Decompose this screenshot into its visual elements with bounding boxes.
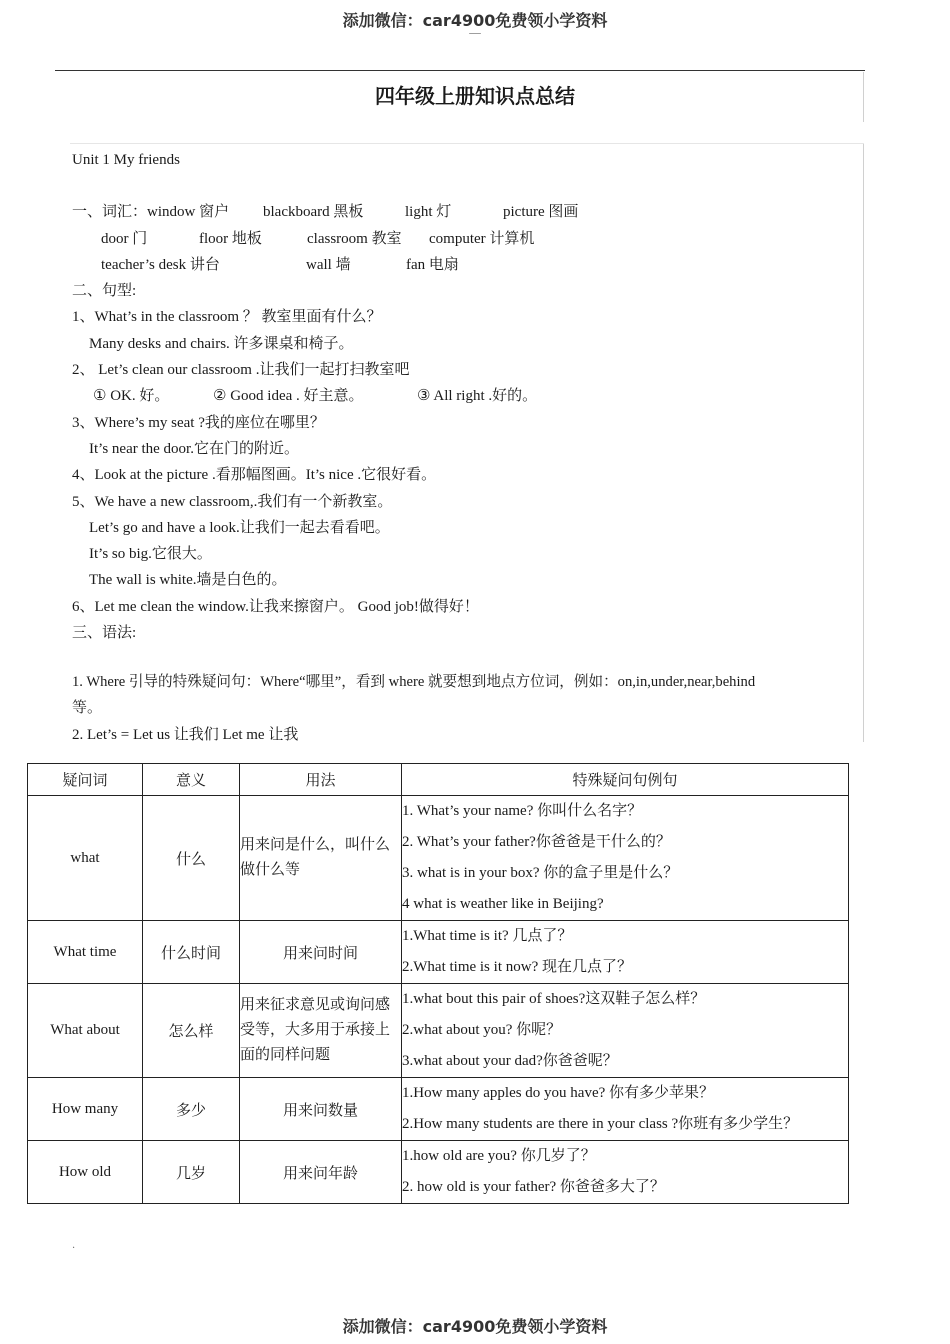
page-title: 四年级上册知识点总结	[375, 84, 575, 108]
vocab-row-3	[101, 253, 459, 274]
header-rule	[55, 70, 865, 71]
example-sentence: 1.what bout this pair of shoes?这双鞋子怎么样？	[402, 991, 706, 1007]
cell-meaning: 什么	[143, 796, 240, 921]
watermark-top: 添加微信：car4900免费领小学资料	[342, 11, 608, 30]
example-sentence: 2.what about you? 你呢？	[402, 1022, 562, 1038]
example-sentence: 1.How many apples do you have? 你有多少苹果？	[402, 1085, 715, 1101]
example-sentence: 2. how old is your father? 你爸爸多大了？	[402, 1179, 665, 1195]
example-sentence: 2. What’s your father?你爸爸是干什么的？	[402, 834, 671, 850]
section-rule	[70, 143, 864, 144]
sentence-5-a: Let’s go and have a look.让我们一起去看看吧。	[89, 520, 390, 536]
cell-meaning: 多少	[143, 1078, 240, 1141]
cell-word: How many	[28, 1078, 143, 1141]
vocab-item: teacher’s desk 讲台	[101, 257, 220, 273]
header-usage: 用法	[240, 764, 402, 796]
sentence-5-c: The wall is white.墙是白色的。	[89, 572, 287, 588]
vocab-item: wall 墙	[306, 257, 351, 273]
example-sentence: 4 what is weather like in Beijing?	[402, 896, 604, 912]
cell-word: What about	[28, 984, 143, 1078]
table-row	[28, 921, 849, 984]
cell-meaning: 几岁	[143, 1141, 240, 1204]
cell-usage: 用来问是什么，叫什么做什么等	[240, 796, 402, 921]
vocab-item: floor 地板	[199, 231, 262, 247]
sentence-5-b: It’s so big.它很大。	[89, 546, 212, 562]
vocab-item: light 灯	[405, 204, 452, 220]
header-examples: 特殊疑问句例句	[402, 764, 849, 796]
table-row	[28, 984, 849, 1078]
example-sentence: 2.What time is it now? 现在几点了？	[402, 959, 632, 975]
example-sentence: 1.how old are you? 你几岁了？	[402, 1148, 596, 1164]
sentence-5: 5、We have a new classroom,.我们有一个新教室。	[72, 494, 393, 510]
vocab-row-1	[72, 200, 578, 221]
vocab-item: picture 图画	[503, 204, 579, 220]
cell-usage: 用来征求意见或询问感受等，大多用于承接上面的同样问题	[240, 984, 402, 1078]
sentence-4: 4、Look at the picture .看那幅图画。It’s nice .它很好看。	[72, 467, 437, 483]
table-row	[28, 1078, 849, 1141]
cell-examples	[402, 796, 849, 921]
vocab-item: window 窗户	[147, 204, 230, 220]
vocab-row-2	[101, 227, 534, 248]
cell-word: what	[28, 796, 143, 921]
watermark-bottom: 添加微信：car4900免费领小学资料	[342, 1317, 608, 1336]
cell-meaning: 什么时间	[143, 921, 240, 984]
grammar-point-1-cont: 等。	[72, 700, 103, 716]
page-dot-mark: .	[72, 1240, 76, 1251]
header-meaning: 意义	[143, 764, 240, 796]
answer-option: ② Good idea . 好主意。	[213, 388, 364, 404]
answer-option: ① OK. 好。	[93, 388, 170, 404]
question-word-table	[27, 763, 849, 1204]
page-edge-line-2	[863, 144, 864, 742]
cell-meaning: 怎么样	[143, 984, 240, 1078]
cell-examples	[402, 984, 849, 1078]
example-sentence: 1.What time is it? 几点了？	[402, 928, 573, 944]
cell-examples	[402, 1141, 849, 1204]
example-sentence: 3.what about your dad?你爸爸呢？	[402, 1053, 618, 1069]
grammar-point-2: 2. Let’s = Let us 让我们 Let me 让我	[72, 727, 299, 743]
table-header-row	[28, 764, 849, 796]
sentence-3-answer: It’s near the door.它在门的附近。	[89, 441, 299, 457]
sentence-2: 2、 Let’s clean our classroom .让我们一起打扫教室吧	[72, 362, 410, 378]
grammar-heading: 三、语法:	[72, 625, 137, 641]
example-sentence: 1. What’s your name? 你叫什么名字？	[402, 803, 643, 819]
cell-usage: 用来问数量	[240, 1078, 402, 1141]
cell-examples	[402, 1078, 849, 1141]
cell-usage: 用来问年龄	[240, 1141, 402, 1204]
vocab-item: blackboard 黑板	[263, 204, 364, 220]
example-sentence: 3. what is in your box? 你的盒子里是什么？	[402, 865, 679, 881]
sentences-heading: 二、句型:	[72, 283, 137, 299]
sentence-1: 1、What’s in the classroom ？ 教室里面有什么？	[72, 309, 382, 325]
table-row	[28, 796, 849, 921]
header-faint-text: —	[468, 26, 482, 41]
cell-usage: 用来问时间	[240, 921, 402, 984]
vocab-item: fan 电扇	[406, 257, 459, 273]
unit-heading: Unit 1 My friends	[72, 152, 180, 168]
vocab-item: door 门	[101, 231, 148, 247]
table-row	[28, 1141, 849, 1204]
sentence-3: 3、Where’s my seat ?我的座位在哪里？	[72, 415, 325, 431]
sentence-2-answers	[93, 384, 537, 405]
cell-word: What time	[28, 921, 143, 984]
example-sentence: 2.How many students are there in your class ?你班有多少学生？	[402, 1116, 799, 1132]
vocab-item: computer 计算机	[429, 231, 535, 247]
vocab-item: classroom 教室	[307, 231, 402, 247]
answer-option: ③ All right .好的。	[417, 388, 538, 404]
cell-word: How old	[28, 1141, 143, 1204]
header-word: 疑问词	[28, 764, 143, 796]
vocab-heading: 一、词汇：	[72, 204, 148, 220]
sentence-1-answer: Many desks and chairs. 许多课桌和椅子。	[89, 336, 354, 352]
grammar-point-1: 1. Where 引导的特殊疑问句：Where“哪里”，看到 where 就要想到地点方位词，例如：on,in,under,near,behind	[72, 674, 756, 690]
sentence-6: 6、Let me clean the window.让我来擦窗户。 Good job!做得好！	[72, 599, 479, 615]
cell-examples	[402, 921, 849, 984]
